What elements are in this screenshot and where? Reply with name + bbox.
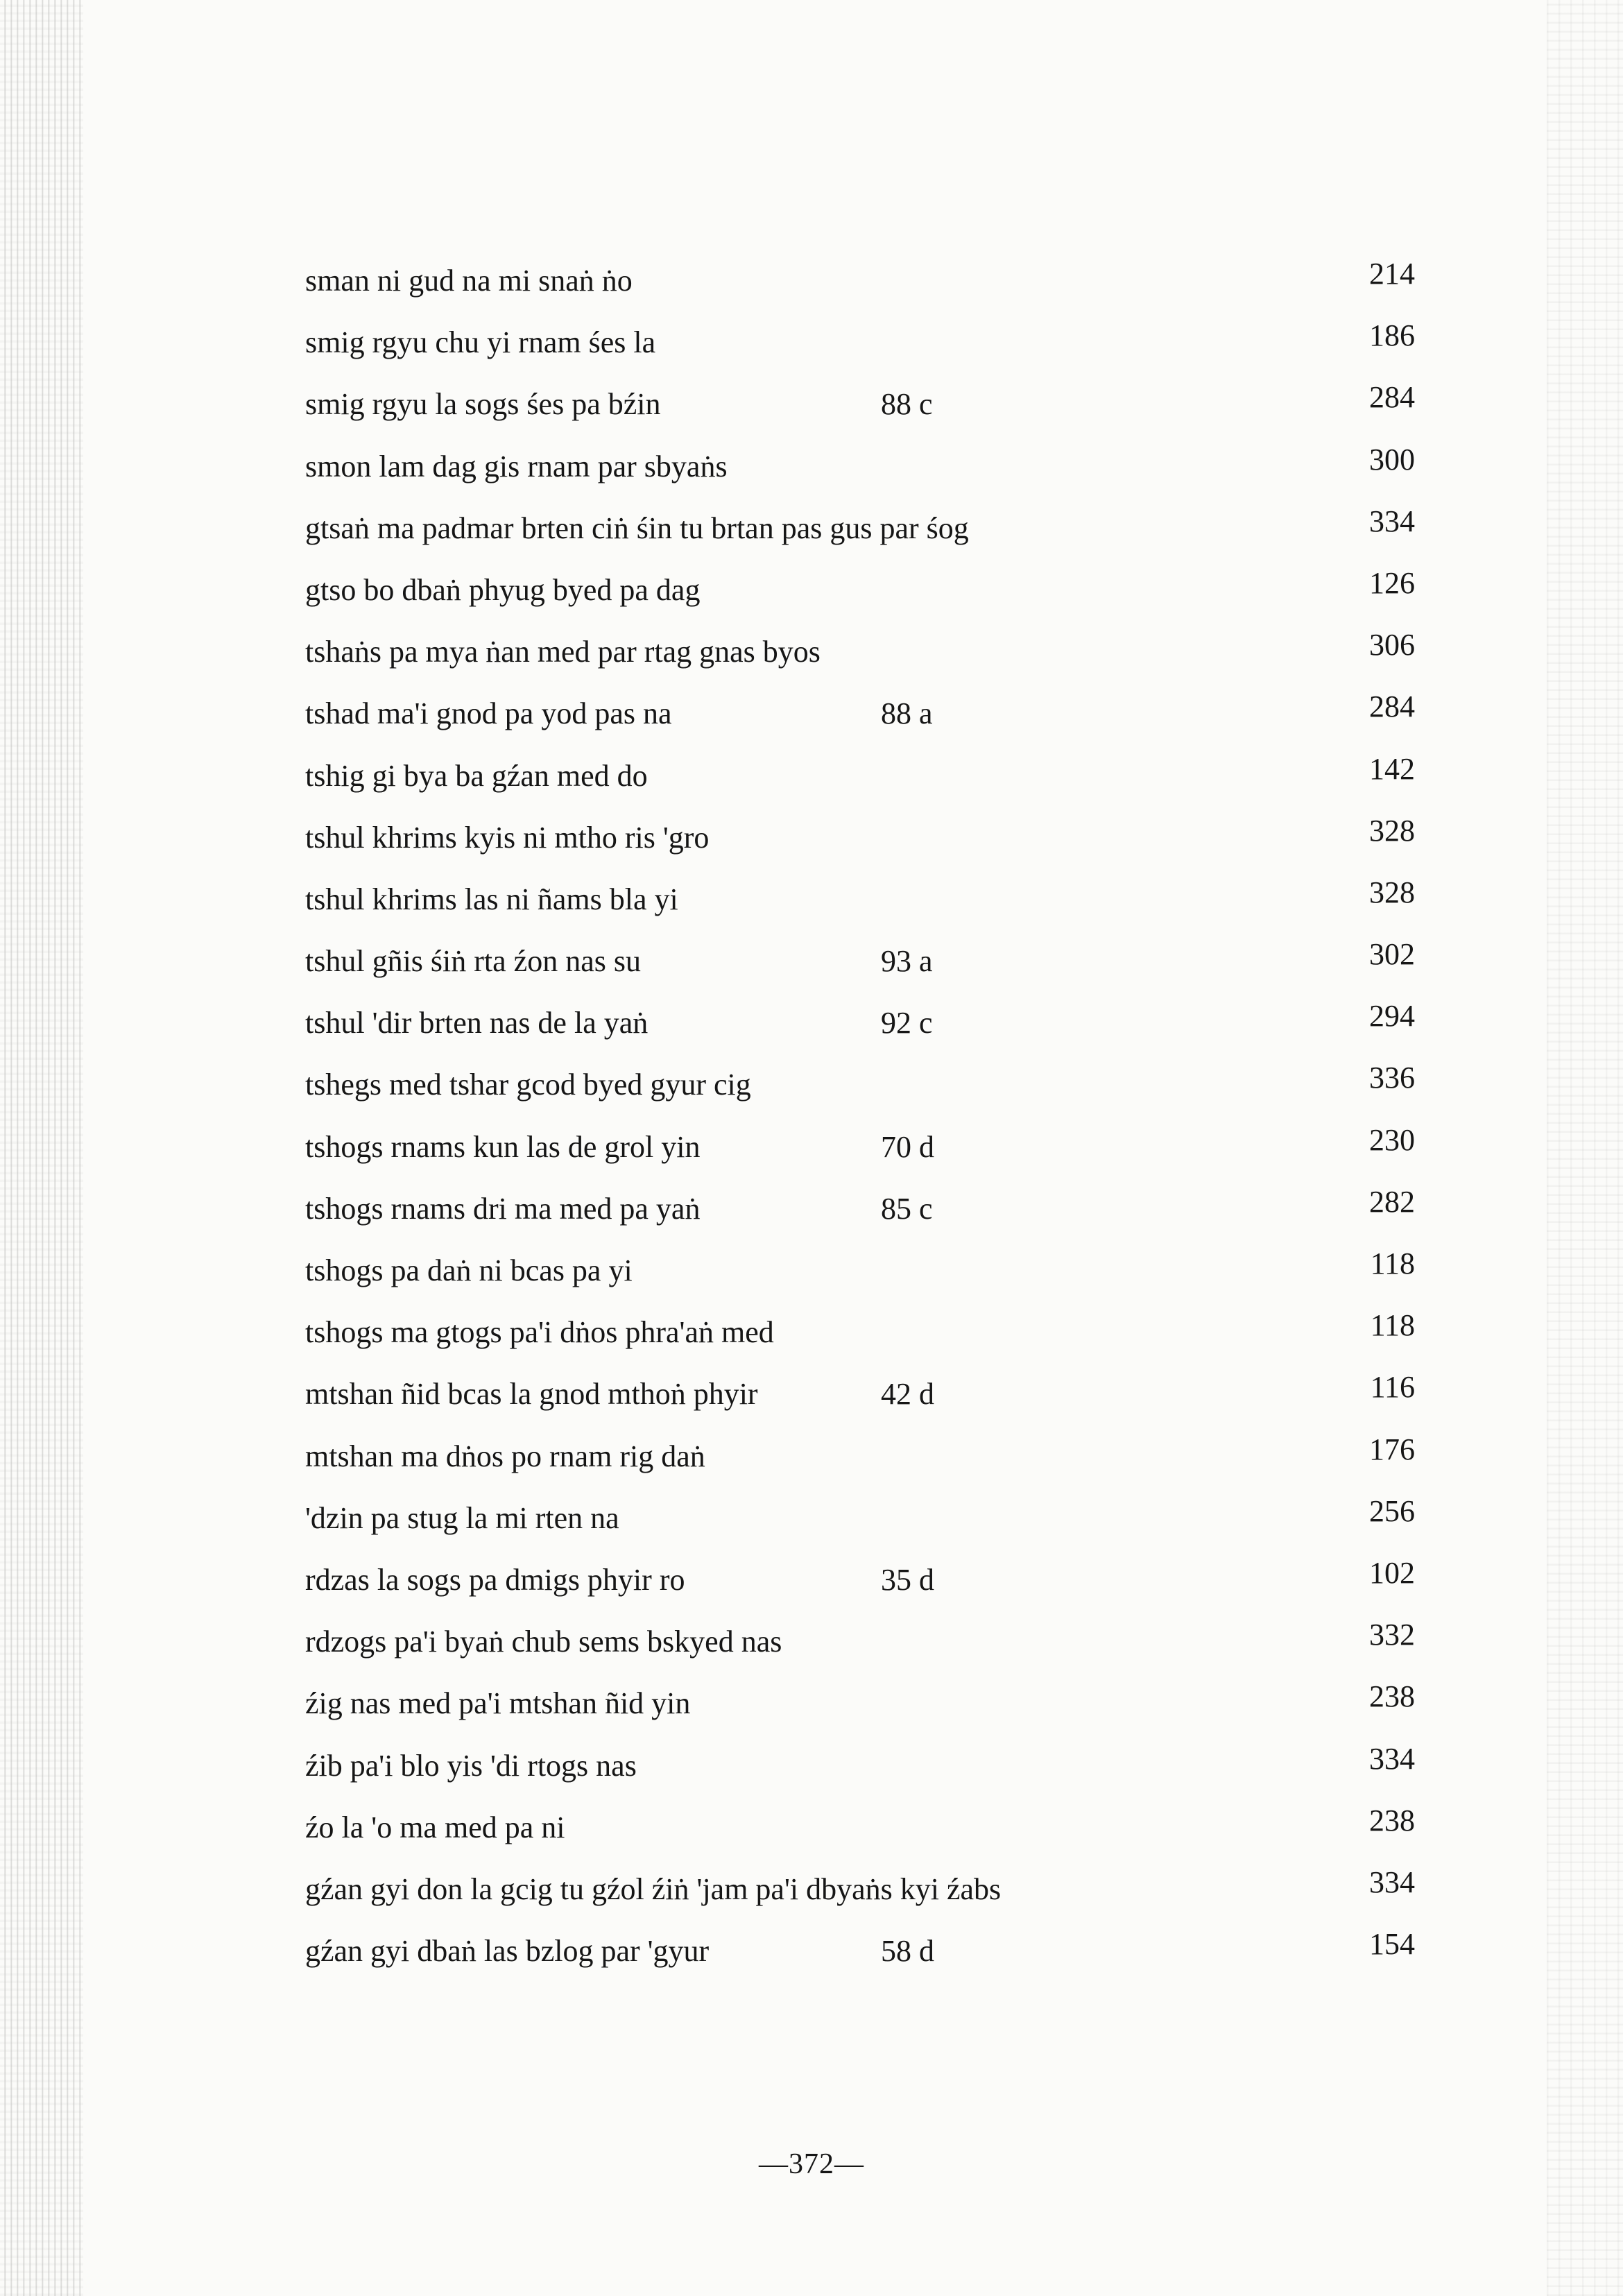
- entry-phrase: tshul 'dir brten nas de la yaṅ: [305, 1006, 649, 1040]
- entry-page-number: 336: [1369, 1061, 1415, 1095]
- entry-phrase: tshad ma'i gnod pa yod pas na: [305, 696, 672, 731]
- entry-phrase: 'dzin pa stug la mi rten na: [305, 1500, 619, 1535]
- index-entry: [305, 807, 1415, 868]
- entry-page-number: 334: [1369, 1865, 1415, 1899]
- index-entry: [305, 1116, 1415, 1178]
- index-entry: [305, 559, 1415, 621]
- index-entry: [305, 1301, 1415, 1363]
- entry-reference: 92 c: [881, 1006, 933, 1040]
- index-entry: [305, 436, 1415, 497]
- entry-phrase: tshul gñis śiṅ rta źon nas su: [305, 944, 641, 979]
- entry-phrase: tshogs ma gtogs pa'i dṅos phra'aṅ med: [305, 1315, 774, 1350]
- index-list: [305, 250, 1415, 1982]
- entry-phrase: rdzogs pa'i byaṅ chub sems bskyed nas: [305, 1625, 782, 1659]
- index-entry: [305, 1178, 1415, 1240]
- index-entry: [305, 683, 1415, 744]
- index-entry: [305, 992, 1415, 1054]
- entry-reference: 93 a: [881, 944, 933, 979]
- entry-reference: 88 c: [881, 387, 933, 422]
- scan-noise-edge: [1547, 0, 1623, 2296]
- entry-reference: 70 d: [881, 1129, 934, 1164]
- entry-phrase: mtshan ñid bcas la gnod mthoṅ phyir: [305, 1377, 758, 1412]
- entry-reference: 88 a: [881, 696, 933, 731]
- index-entry: [305, 497, 1415, 559]
- entry-page-number: 154: [1369, 1927, 1415, 1962]
- entry-phrase: źo la 'o ma med pa ni: [305, 1810, 565, 1844]
- index-entry: [305, 1672, 1415, 1734]
- entry-page-number: 142: [1369, 751, 1415, 786]
- entry-page-number: 294: [1369, 999, 1415, 1034]
- entry-page-number: 282: [1369, 1184, 1415, 1219]
- entry-phrase: źig nas med pa'i mtshan ñid yin: [305, 1686, 691, 1721]
- entry-reference: 42 d: [881, 1377, 934, 1412]
- index-entry: [305, 930, 1415, 992]
- entry-page-number: 256: [1369, 1493, 1415, 1528]
- index-entry: [305, 1611, 1415, 1672]
- entry-phrase: tshul khrims kyis ni mtho ris 'gro: [305, 820, 710, 855]
- entry-page-number: 328: [1369, 813, 1415, 848]
- entry-page-number: 302: [1369, 937, 1415, 972]
- index-entry: [305, 868, 1415, 930]
- entry-page-number: 328: [1369, 875, 1415, 909]
- entry-phrase: smon lam dag gis rnam par sbyaṅs: [305, 449, 728, 483]
- index-entry: [305, 1735, 1415, 1797]
- entry-phrase: tshaṅs pa mya ṅan med par rtag gnas byos: [305, 635, 821, 669]
- entry-phrase: mtshan ma dṅos po rnam rig daṅ: [305, 1439, 705, 1473]
- entry-phrase: tshig gi bya ba gźan med do: [305, 758, 648, 793]
- entry-reference: 85 c: [881, 1191, 933, 1226]
- entry-page-number: 118: [1370, 1246, 1415, 1280]
- index-entry: [305, 1549, 1415, 1611]
- entry-phrase: tshegs med tshar gcod byed gyur cig: [305, 1068, 751, 1102]
- entry-phrase: tshogs pa daṅ ni bcas pa yi: [305, 1253, 633, 1287]
- entry-page-number: 102: [1369, 1555, 1415, 1590]
- index-entry: [305, 311, 1415, 373]
- entry-phrase: sman ni gud na mi snaṅ ṅo: [305, 264, 633, 298]
- entry-page-number: 230: [1369, 1122, 1415, 1157]
- entry-phrase: gtsaṅ ma padmar brten ciṅ śin tu brtan pas gus par śog: [305, 511, 969, 545]
- entry-page-number: 334: [1369, 504, 1415, 538]
- entry-page-number: 116: [1370, 1370, 1415, 1405]
- entry-page-number: 186: [1369, 318, 1415, 353]
- index-entry: [305, 621, 1415, 683]
- entry-phrase: źib pa'i blo yis 'di rtogs nas: [305, 1748, 637, 1783]
- entry-phrase: gźan gyi dbaṅ las bzlog par 'gyur: [305, 1934, 710, 1969]
- entry-phrase: smig rgyu la sogs śes pa bźin: [305, 387, 661, 422]
- entry-phrase: tshogs rnams dri ma med pa yaṅ: [305, 1191, 701, 1226]
- entry-page-number: 334: [1369, 1741, 1415, 1776]
- entry-page-number: 238: [1369, 1803, 1415, 1837]
- index-entry: [305, 1054, 1415, 1115]
- entry-phrase: gtso bo dbaṅ phyug byed pa dag: [305, 572, 701, 607]
- index-entry: [305, 1240, 1415, 1301]
- entry-phrase: smig rgyu chu yi rnam śes la: [305, 325, 656, 360]
- entry-page-number: 300: [1369, 442, 1415, 477]
- entry-phrase: tshul khrims las ni ñams bla yi: [305, 882, 678, 916]
- entry-page-number: 214: [1369, 257, 1415, 291]
- entry-page-number: 126: [1369, 565, 1415, 600]
- entry-phrase: rdzas la sogs pa dmigs phyir ro: [305, 1562, 685, 1597]
- index-entry: [305, 1425, 1415, 1487]
- entry-page-number: 118: [1370, 1308, 1415, 1343]
- entry-reference: 58 d: [881, 1934, 934, 1969]
- index-entry: [305, 1487, 1415, 1549]
- entry-reference: 35 d: [881, 1562, 934, 1597]
- entry-page-number: 284: [1369, 380, 1415, 415]
- index-entry: [305, 1797, 1415, 1858]
- entry-page-number: 238: [1369, 1679, 1415, 1714]
- entry-phrase: tshogs rnams kun las de grol yin: [305, 1129, 701, 1164]
- index-entry: [305, 250, 1415, 311]
- entry-page-number: 332: [1369, 1618, 1415, 1652]
- index-entry: [305, 1920, 1415, 1982]
- entry-page-number: 176: [1369, 1432, 1415, 1466]
- index-entry: [305, 373, 1415, 435]
- scan-binding-edge: [0, 0, 83, 2296]
- index-entry: [305, 1858, 1415, 1920]
- index-entry: [305, 1363, 1415, 1425]
- entry-page-number: 306: [1369, 628, 1415, 662]
- page-number: —372—: [759, 2148, 864, 2180]
- index-entry: [305, 745, 1415, 807]
- entry-phrase: gźan gyi don la gcig tu gźol źiṅ 'jam pa'i dbyaṅs kyi źabs: [305, 1871, 1002, 1906]
- entry-page-number: 284: [1369, 689, 1415, 724]
